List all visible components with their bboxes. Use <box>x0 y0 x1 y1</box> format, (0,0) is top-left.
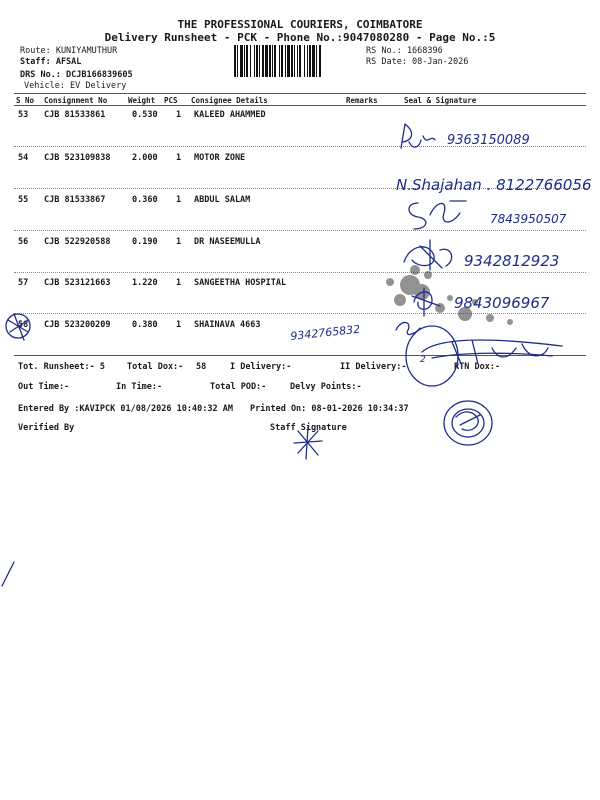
header-bottom-rule <box>14 105 586 106</box>
barcode-bar <box>304 45 305 77</box>
row-weight: 0.360 <box>132 195 158 205</box>
row-pcs: 1 <box>176 320 182 330</box>
staff-signature-mark <box>290 425 326 461</box>
handwritten-phone-55: 7843950507 <box>490 212 567 226</box>
barcode-bar <box>262 45 264 77</box>
handwritten-phone-57: 9843096967 <box>454 294 550 312</box>
barcode <box>233 45 362 77</box>
row-consignee: ABDUL SALAM <box>194 195 251 205</box>
barcode-bar <box>254 45 255 77</box>
barcode-bar <box>307 45 308 77</box>
staff-signature-label: Staff Signature <box>270 423 347 433</box>
barcode-bar <box>259 45 260 77</box>
row-consignment: CJB 81533867 <box>44 195 106 205</box>
row-consignee: MOTOR ZONE <box>194 153 246 163</box>
barcode-bar <box>256 45 258 77</box>
barcode-bar <box>240 45 243 77</box>
barcode-bar <box>269 45 271 77</box>
row-pcs: 1 <box>176 237 182 247</box>
svg-text:2: 2 <box>420 355 426 365</box>
barcode-bar <box>246 45 248 77</box>
handwritten-signature-54: N.Shajahan . 8122766056 <box>396 176 592 194</box>
vehicle-label: Vehicle: EV Delivery <box>24 81 127 91</box>
edge-pen-mark <box>0 560 20 590</box>
staff-label: Staff: AFSAL <box>20 57 82 67</box>
col-consignee: Consignee Details <box>191 96 268 105</box>
total-dox-label: Total Dox:- <box>127 362 184 372</box>
route-label: Route: KUNIYAMUTHUR <box>20 46 118 56</box>
row-consignment: CJB 522920588 <box>44 237 111 247</box>
barcode-bar <box>309 45 311 77</box>
row-pcs: 1 <box>176 278 182 288</box>
signature-row-54 <box>394 168 594 198</box>
row-weight: 0.530 <box>132 110 158 120</box>
runsheet-title: THE PROFESSIONAL COURIERS, COIMBATORE <box>177 18 423 31</box>
total-dox-value: 58 <box>196 362 207 372</box>
row-sno: 55 <box>18 195 29 205</box>
row-weight: 0.380 <box>132 320 158 330</box>
row-consignee: KALEED AHAMMED <box>194 110 266 120</box>
barcode-bar <box>274 45 276 77</box>
barcode-bar <box>319 45 321 77</box>
total-pod: Total POD:- <box>210 382 267 392</box>
in-time: In Time:- <box>116 382 163 392</box>
col-seal: Seal & Signature <box>404 96 477 105</box>
row-consignee: SANGEETHA HOSPITAL <box>194 278 287 288</box>
row-consignment: CJB 81533861 <box>44 110 106 120</box>
handwritten-phone-53: 9363150089 <box>447 133 530 148</box>
row-sno: 54 <box>18 153 29 163</box>
stamp-mark-58 <box>2 310 38 346</box>
signature-row-55 <box>400 195 590 235</box>
handwritten-phone-58: 9342765832 <box>289 322 361 343</box>
row-weight: 0.190 <box>132 237 158 247</box>
row-pcs: 1 <box>176 153 182 163</box>
row-pcs: 1 <box>176 195 182 205</box>
barcode-bar <box>294 45 295 77</box>
barcode-bar <box>291 45 293 77</box>
barcode-bar <box>312 45 315 77</box>
row-sno: 58 <box>18 320 29 330</box>
barcode-bar <box>287 45 290 77</box>
row-consignment: CJB 523200209 <box>44 320 111 330</box>
i-delivery: I Delivery:- <box>230 362 292 372</box>
ii-delivery: II Delivery:- <box>340 362 407 372</box>
barcode-bar <box>281 45 283 77</box>
rs-number: RS No.: 1668396 <box>366 46 443 56</box>
barcode-bar <box>316 45 317 77</box>
col-remarks: Remarks <box>346 96 378 105</box>
col-sno: S No <box>16 96 35 105</box>
verified-by: Verified By <box>18 423 75 433</box>
barcode-bar <box>297 45 298 77</box>
barcode-bar <box>237 45 238 77</box>
out-time: Out Time:- <box>18 382 70 392</box>
printed-on: Printed On: 08-01-2026 10:34:37 <box>250 404 409 414</box>
tot-runsheet: Tot. Runsheet:- 5 <box>18 362 105 372</box>
barcode-bar <box>244 45 245 77</box>
row-weight: 1.220 <box>132 278 158 288</box>
barcode-bar <box>234 45 236 77</box>
row-consignee: DR NASEEMULLA <box>194 237 261 247</box>
barcode-bar <box>299 45 301 77</box>
row-weight: 2.000 <box>132 153 158 163</box>
seal-scribble <box>440 395 496 451</box>
handwritten-phone-56: 9342812923 <box>464 252 560 270</box>
signature-row-58 <box>392 312 572 392</box>
rtn-dox: RTN Dox:- <box>454 362 501 372</box>
header-top-rule <box>14 93 586 94</box>
row-sno: 53 <box>18 110 29 120</box>
handwritten-phone-58-wrap <box>288 318 378 342</box>
signature-row-53 <box>395 118 555 158</box>
col-consignment: Consignment No <box>44 96 108 105</box>
runsheet-subtitle: Delivery Runsheet - PCK - Phone No.:9047080280 - Page No.:5 <box>104 31 496 44</box>
delvy-points: Delvy Points:- <box>290 382 362 392</box>
barcode-bar <box>279 45 280 77</box>
row-sno: 57 <box>18 278 29 288</box>
row-consignment: CJB 523109838 <box>44 153 111 163</box>
drs-number: DRS No.: DCJB166839605 <box>20 70 133 80</box>
entered-by: Entered By :KAVIPCK 01/08/2026 10:40:32 AM <box>18 404 233 414</box>
col-pcs: PCS <box>164 96 178 105</box>
signature-row-56 <box>400 236 590 276</box>
barcode-bar <box>265 45 268 77</box>
barcode-bar <box>272 45 273 77</box>
barcode-bar <box>250 45 251 77</box>
row-pcs: 1 <box>176 110 182 120</box>
col-weight: Weight <box>128 96 156 105</box>
barcode-bar <box>285 45 286 77</box>
rs-date: RS Date: 08-Jan-2026 <box>366 57 469 67</box>
row-consignee: SHAINAVA 4663 <box>194 320 261 330</box>
row-consignment: CJB 523121663 <box>44 278 111 288</box>
row-sno: 56 <box>18 237 29 247</box>
